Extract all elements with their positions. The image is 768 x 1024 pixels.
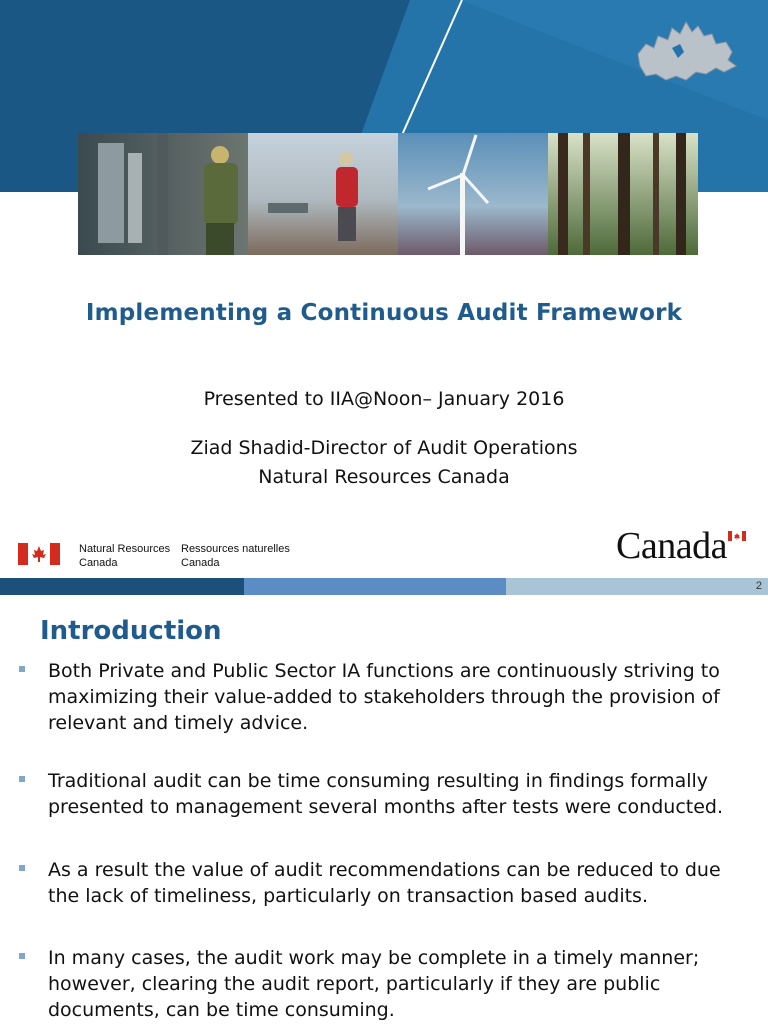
organization-line: Natural Resources Canada — [258, 466, 510, 488]
canada-map-icon — [632, 14, 742, 96]
department-name-en — [79, 542, 170, 570]
bullet-icon — [19, 953, 25, 959]
department-name-fr — [181, 542, 290, 570]
page-number: 2 — [755, 580, 762, 592]
presenter-line: Ziad Shadid-Director of Audit Operations — [190, 437, 578, 459]
bullet-icon — [19, 865, 25, 871]
bullet-text: As a result the value of audit recommendations can be reduced to due the lack of timeliness, particularly on transaction based audits. — [48, 859, 721, 907]
introduction-slide — [0, 578, 768, 1024]
bullet-icon — [19, 666, 25, 672]
photo-collage — [78, 133, 698, 255]
header-bar-mid — [244, 578, 506, 595]
wordmark-flag-icon — [728, 531, 746, 541]
canada-wordmark: Canada — [616, 525, 727, 567]
slide-heading: Introduction — [40, 616, 222, 646]
department-fr-line1: Ressources naturelles — [181, 543, 290, 555]
department-en-line2: Canada — [79, 557, 118, 569]
department-en-line1: Natural Resources — [79, 543, 171, 555]
canada-flag-icon — [18, 543, 60, 565]
presented-line: Presented to IIA@Noon– January 2016 — [203, 388, 565, 410]
bullet-text: Both Private and Public Sector IA functions are continuously striving to maximizing their value-added to stakeholders through the provision of relevant and timely advice. — [48, 660, 720, 734]
department-fr-line2: Canada — [181, 557, 220, 569]
bullet-text: Traditional audit can be time consuming resulting in findings formally presented to management several months after tests were conducted. — [48, 770, 724, 818]
bullet-text: In many cases, the audit work may be complete in a timely manner; however, clearing the audit report, particularly if they are public documents, can be time consuming. — [48, 947, 700, 1021]
slide-title: Implementing a Continuous Audit Framework — [85, 300, 683, 326]
header-bar-dark — [0, 578, 244, 595]
header-bar-light — [506, 578, 768, 595]
collage-image — [78, 133, 698, 255]
bullet-icon — [19, 776, 25, 782]
